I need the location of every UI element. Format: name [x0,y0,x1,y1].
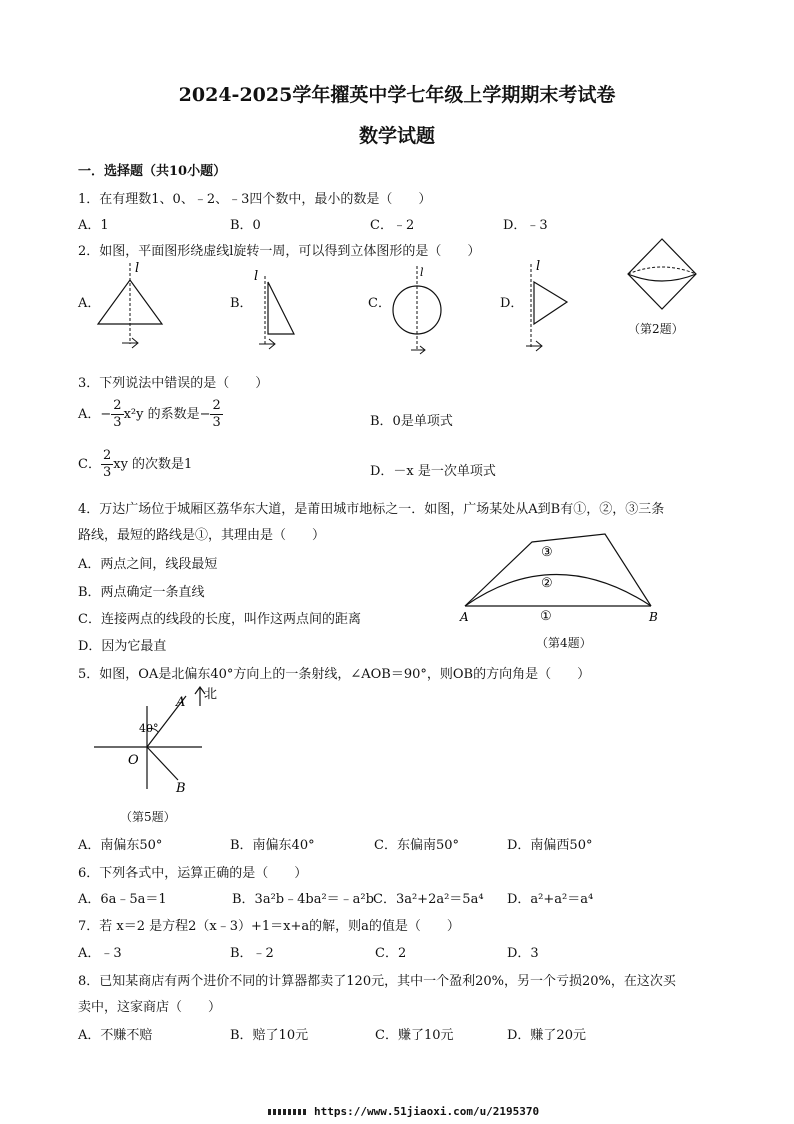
q4-route-1: ① [540,609,552,624]
watermark-logo-icon [268,1109,306,1115]
page-title: 2024-2025学年擢英中学七年级上学期期末考试卷 [178,84,616,106]
q5-direction-figure [92,684,222,804]
q5-angle-label: 40° [139,722,159,735]
q2-option-c: C． [368,296,391,311]
q5-option-b: B．南偏东40° [230,838,315,853]
question-3-stem: 3．下列说法中错误的是（ ） [78,376,269,391]
q4-routes-figure [455,528,665,628]
q4-route-2: ② [541,576,553,591]
q2-option-a: A． [78,296,101,311]
q5-point-o: O [128,753,139,768]
q5-option-d: D．南偏西50° [507,838,593,853]
q3-option-d: D．－x 是一次单项式 [370,464,496,479]
q7-option-a: A．﹣3 [78,946,122,961]
page-subtitle: 数学试题 [358,125,435,147]
q1-option-d: D．﹣3 [503,218,548,233]
q2-option-d: D． [500,296,524,311]
question-7-stem: 7．若 x＝2 是方程2（x﹣3）+1＝x+a的解，则a的值是（ ） [78,919,460,934]
question-4-stem-line1: 4．万达广场位于城厢区荔华东大道，是莆田城市地标之一．如图，广场某处从A到B有①，②，③三条 [78,502,665,517]
q4-point-b: B [649,610,658,624]
q2-axis-label-a: l [135,261,140,276]
footer-watermark [268,1104,539,1119]
q2-double-cone-figure [622,236,702,316]
q7-option-d: D．3 [507,946,539,961]
q4-option-c: C．连接两点的线段的长度，叫作这两点间的距离 [78,612,361,627]
q2-figure-b [248,264,308,354]
q5-north-label: 北 [204,687,218,702]
q4-option-b: B．两点确定一条直线 [78,585,205,600]
q6-option-d: D．a²+a²＝a⁴ [507,892,594,907]
footer-url[interactable]: https://www.51jiaoxi.com/u/2195370 [314,1105,540,1118]
q2-figure-c [388,262,448,358]
q1-option-c: C．﹣2 [370,218,415,233]
q6-option-b: B．3a²b﹣4ba²＝﹣a²b [232,892,374,907]
question-2-stem: 2．如图，平面图形绕虚线l旋转一周，可以得到立体图形的是（ ） [78,244,481,259]
q4-option-d: D．因为它最直 [78,639,167,654]
q3-option-b: B．0是单项式 [370,414,453,429]
q8-option-b: B．赔了10元 [230,1028,309,1043]
q1-option-b: B．0 [230,218,261,233]
q4-option-a: A．两点之间，线段最短 [78,557,218,572]
q8-option-c: C．赚了10元 [375,1028,454,1043]
question-4-stem-line2: 路线，最短的路线是①，其理由是（ ） [78,528,326,543]
q7-option-b: B．﹣2 [230,946,274,961]
q4-route-3: ③ [541,545,553,560]
question-1-stem: 1．在有理数1、0、﹣2、﹣3四个数中，最小的数是（ ） [78,192,432,207]
question-6-stem: 6．下列各式中，运算正确的是（ ） [78,866,308,881]
q5-caption: （第5题） [120,810,176,824]
question-8-stem-line1: 8．已知某商店有两个进价不同的计算器都卖了120元，其中一个盈利20%，另一个亏损20%，在这次买 [78,974,676,989]
q6-option-a: A．6a﹣5a＝1 [78,892,167,907]
question-8-stem-line2: 卖中，这家商店（ ） [78,1000,222,1015]
q5-option-a: A．南偏东50° [78,838,163,853]
q8-option-d: D．赚了20元 [507,1028,586,1043]
q3-option-c: C． $\frac{2}{3}$ xy 的次数是1 [78,448,193,480]
q8-option-a: A．不赚不赔 [78,1028,153,1043]
q4-point-a: A [460,610,469,624]
q2-axis-label-b: l [254,269,259,284]
q2-option-b: B． [230,296,253,311]
section-heading: 一．选择题（共10小题） [78,164,227,179]
q1-option-a: A．1 [78,218,109,233]
q2-caption: （第2题） [628,322,684,336]
q2-figure-a [95,258,170,353]
q2-axis-label-c: l [420,266,424,279]
q4-caption: （第4题） [536,636,592,650]
q2-figure-d [522,258,582,354]
q5-point-b: B [176,781,186,796]
q2-axis-label-d: l [536,259,541,274]
q6-option-c: C．3a²+2a²＝5a⁴ [373,892,484,907]
q5-option-c: C．东偏南50° [374,838,459,853]
q7-option-c: C．2 [375,946,407,961]
q5-point-a: A [176,695,186,710]
q3-option-a: A．− $\frac{2}{3}$ x²y 的系数是− $\frac{2}{3}$ [78,398,221,430]
question-5-stem: 5．如图，OA是北偏东40°方向上的一条射线，∠AOB＝90°，则OB的方向角是（ ） [78,667,591,682]
